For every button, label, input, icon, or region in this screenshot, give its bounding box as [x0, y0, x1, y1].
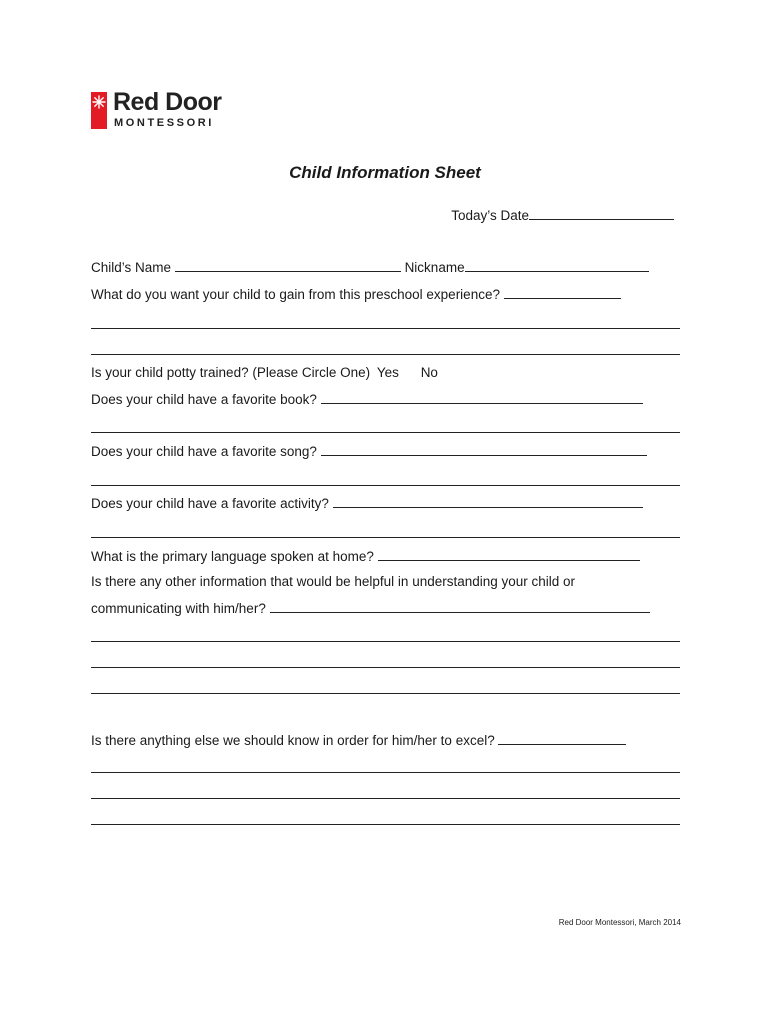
potty-question: Is your child potty trained? (Please Circle One) — [91, 365, 371, 380]
excel-answer-line-3[interactable] — [91, 824, 680, 825]
excel-field[interactable] — [498, 731, 626, 745]
book-answer-line[interactable] — [91, 432, 680, 433]
language-row — [91, 547, 680, 566]
gain-field[interactable] — [504, 285, 621, 299]
nickname-label: Nickname — [404, 260, 465, 275]
activity-answer-line[interactable] — [91, 537, 680, 538]
excel-answer-line-1[interactable] — [91, 772, 680, 773]
footer-note: Red Door Montessori, March 2014 — [558, 918, 681, 927]
childs-name-field[interactable] — [175, 258, 401, 272]
song-row — [91, 442, 680, 461]
todays-date-field[interactable] — [529, 206, 674, 220]
other-info-answer-line-1[interactable] — [91, 641, 680, 642]
book-question: Does your child have a favorite book? — [91, 392, 317, 407]
song-answer-line[interactable] — [91, 485, 680, 486]
other-info-question-2: communicating with him/her? — [91, 601, 266, 616]
excel-question: Is there anything else we should know in order for him/her to excel? — [91, 733, 495, 748]
book-field[interactable] — [321, 390, 643, 404]
potty-yes-option[interactable]: Yes — [376, 365, 399, 380]
activity-question: Does your child have a favorite activity? — [91, 496, 329, 511]
language-question: What is the primary language spoken at home? — [91, 549, 374, 564]
activity-field[interactable] — [333, 494, 643, 508]
excel-row — [91, 731, 680, 750]
activity-row — [91, 494, 680, 513]
gain-answer-line-2[interactable] — [91, 354, 680, 355]
song-question: Does your child have a favorite song? — [91, 444, 317, 459]
gain-question: What do you want your child to gain from this preschool experience? — [91, 287, 500, 302]
asterisk-icon — [92, 95, 106, 109]
potty-no-option[interactable]: No — [420, 365, 438, 380]
brand-subtitle: MONTESSORI — [114, 117, 214, 129]
other-info-question-1: Is there any other information that would be helpful in understanding your child or — [91, 574, 576, 589]
gain-row — [91, 285, 680, 304]
other-info-field[interactable] — [270, 599, 650, 613]
other-info-row-1 — [91, 573, 680, 591]
excel-answer-line-2[interactable] — [91, 798, 680, 799]
book-row — [91, 390, 680, 409]
gain-answer-line-1[interactable] — [91, 328, 680, 329]
other-info-row-2 — [91, 599, 680, 618]
childs-name-label: Child’s Name — [91, 260, 172, 275]
language-field[interactable] — [378, 547, 640, 561]
nickname-field[interactable] — [465, 258, 649, 272]
todays-date-row — [91, 206, 674, 225]
todays-date-label: Today’s Date — [451, 208, 529, 223]
other-info-answer-line-3[interactable] — [91, 693, 680, 694]
page-title: Child Information Sheet — [289, 163, 481, 182]
song-field[interactable] — [321, 442, 647, 456]
name-row — [91, 258, 680, 277]
logo-mark — [91, 92, 107, 129]
potty-row — [91, 364, 680, 382]
brand-name: Red Door — [113, 88, 222, 116]
other-info-answer-line-2[interactable] — [91, 667, 680, 668]
